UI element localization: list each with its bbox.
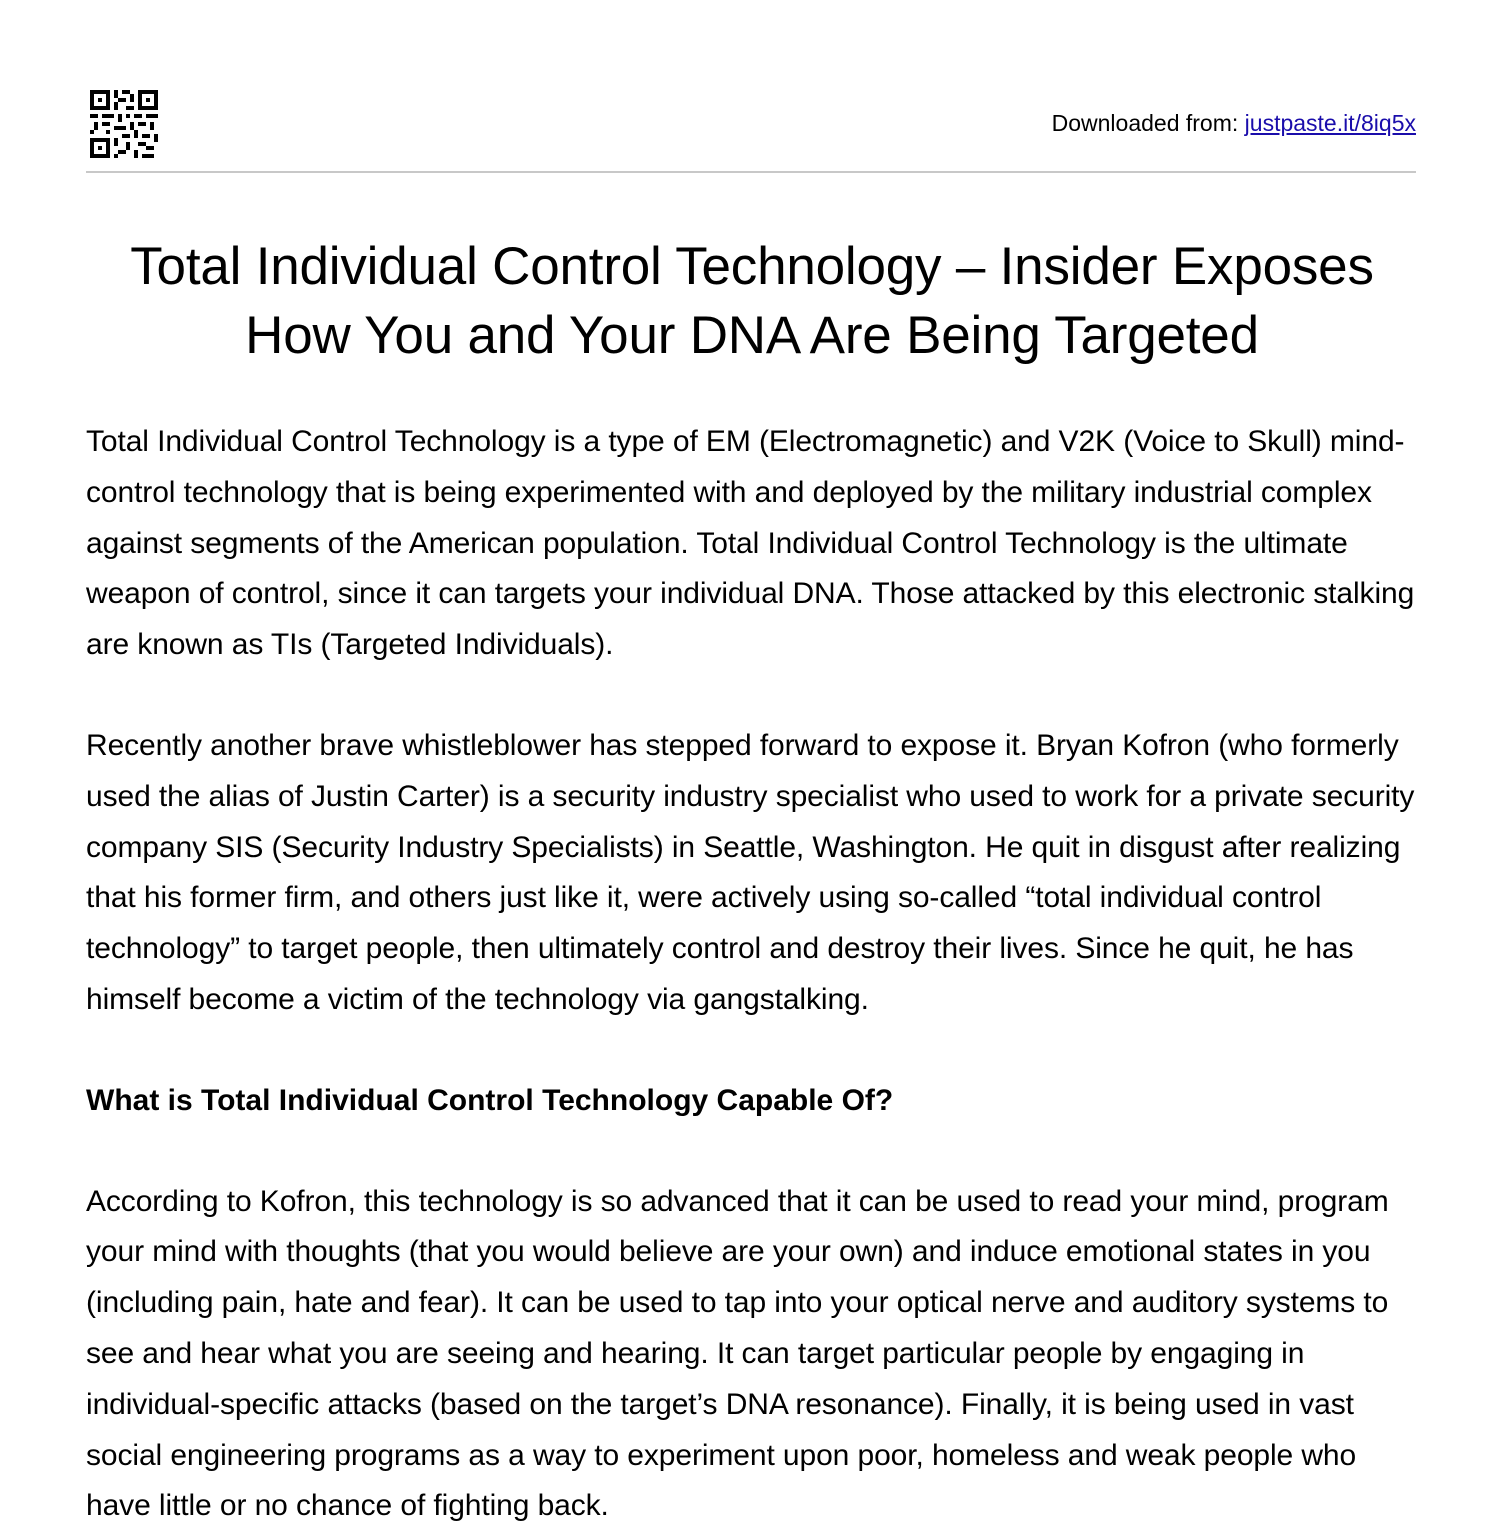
title-line-2: How You and Your DNA Are Being Targeted (245, 306, 1259, 365)
section-heading: What is Total Individual Control Technology Capable Of? (86, 1083, 894, 1117)
paragraph-3: According to Kofron, this technology is so advanced that it can be used to read your mind, program your mind with thoughts (that you would believe are your own) and induce emotional states in you (including pain, hate and fear). It can be used to tap into your optical nerve and auditory systems to see and hear what you are seeing and hearing. It can target particular people by engaging in individual-specific attacks (based on the target’s DNA resonance). Finally, it is being used in vast social engineering programs as a way to experiment upon poor, homeless and weak people who have little or no chance of fighting back. (86, 1184, 1389, 1523)
paragraph-1: Total Individual Control Technology is a type of EM (Electromagnetic) and V2K (Voice to Skull) mind-control technology that is being experimented with and deployed by the military industrial complex against segments of the American population. Total Individual Control Technology is the ultimate weapon of control, since it can targets your individual DNA. Those attacked by this electronic stalking are known as TIs (Targeted Individuals). (86, 425, 1415, 662)
title-line-1: Total Individual Control Technology – Insider Exposes (130, 237, 1374, 296)
article (86, 232, 1418, 1532)
qr-code-icon (90, 90, 158, 158)
source-prefix: Downloaded from: (1051, 110, 1245, 136)
download-source (1052, 108, 1416, 138)
source-link[interactable]: justpaste.it/8iq5x (1244, 110, 1416, 136)
paragraph-2: Recently another brave whistleblower has stepped forward to expose it. Bryan Kofron (who formerly used the alias of Justin Carter) is a security industry specialist who used to work for a private security company SIS (Security Industry Specialists) in Seattle, Washington. He quit in disgust after realizing that his former firm, and others just like it, were actively using so-called “total individual control technology” to target people, then ultimately control and destroy their lives. Since he quit, he has himself become a victim of the technology via gangstalking. (86, 728, 1415, 1016)
article-title (86, 232, 1418, 370)
header-divider (86, 171, 1416, 173)
